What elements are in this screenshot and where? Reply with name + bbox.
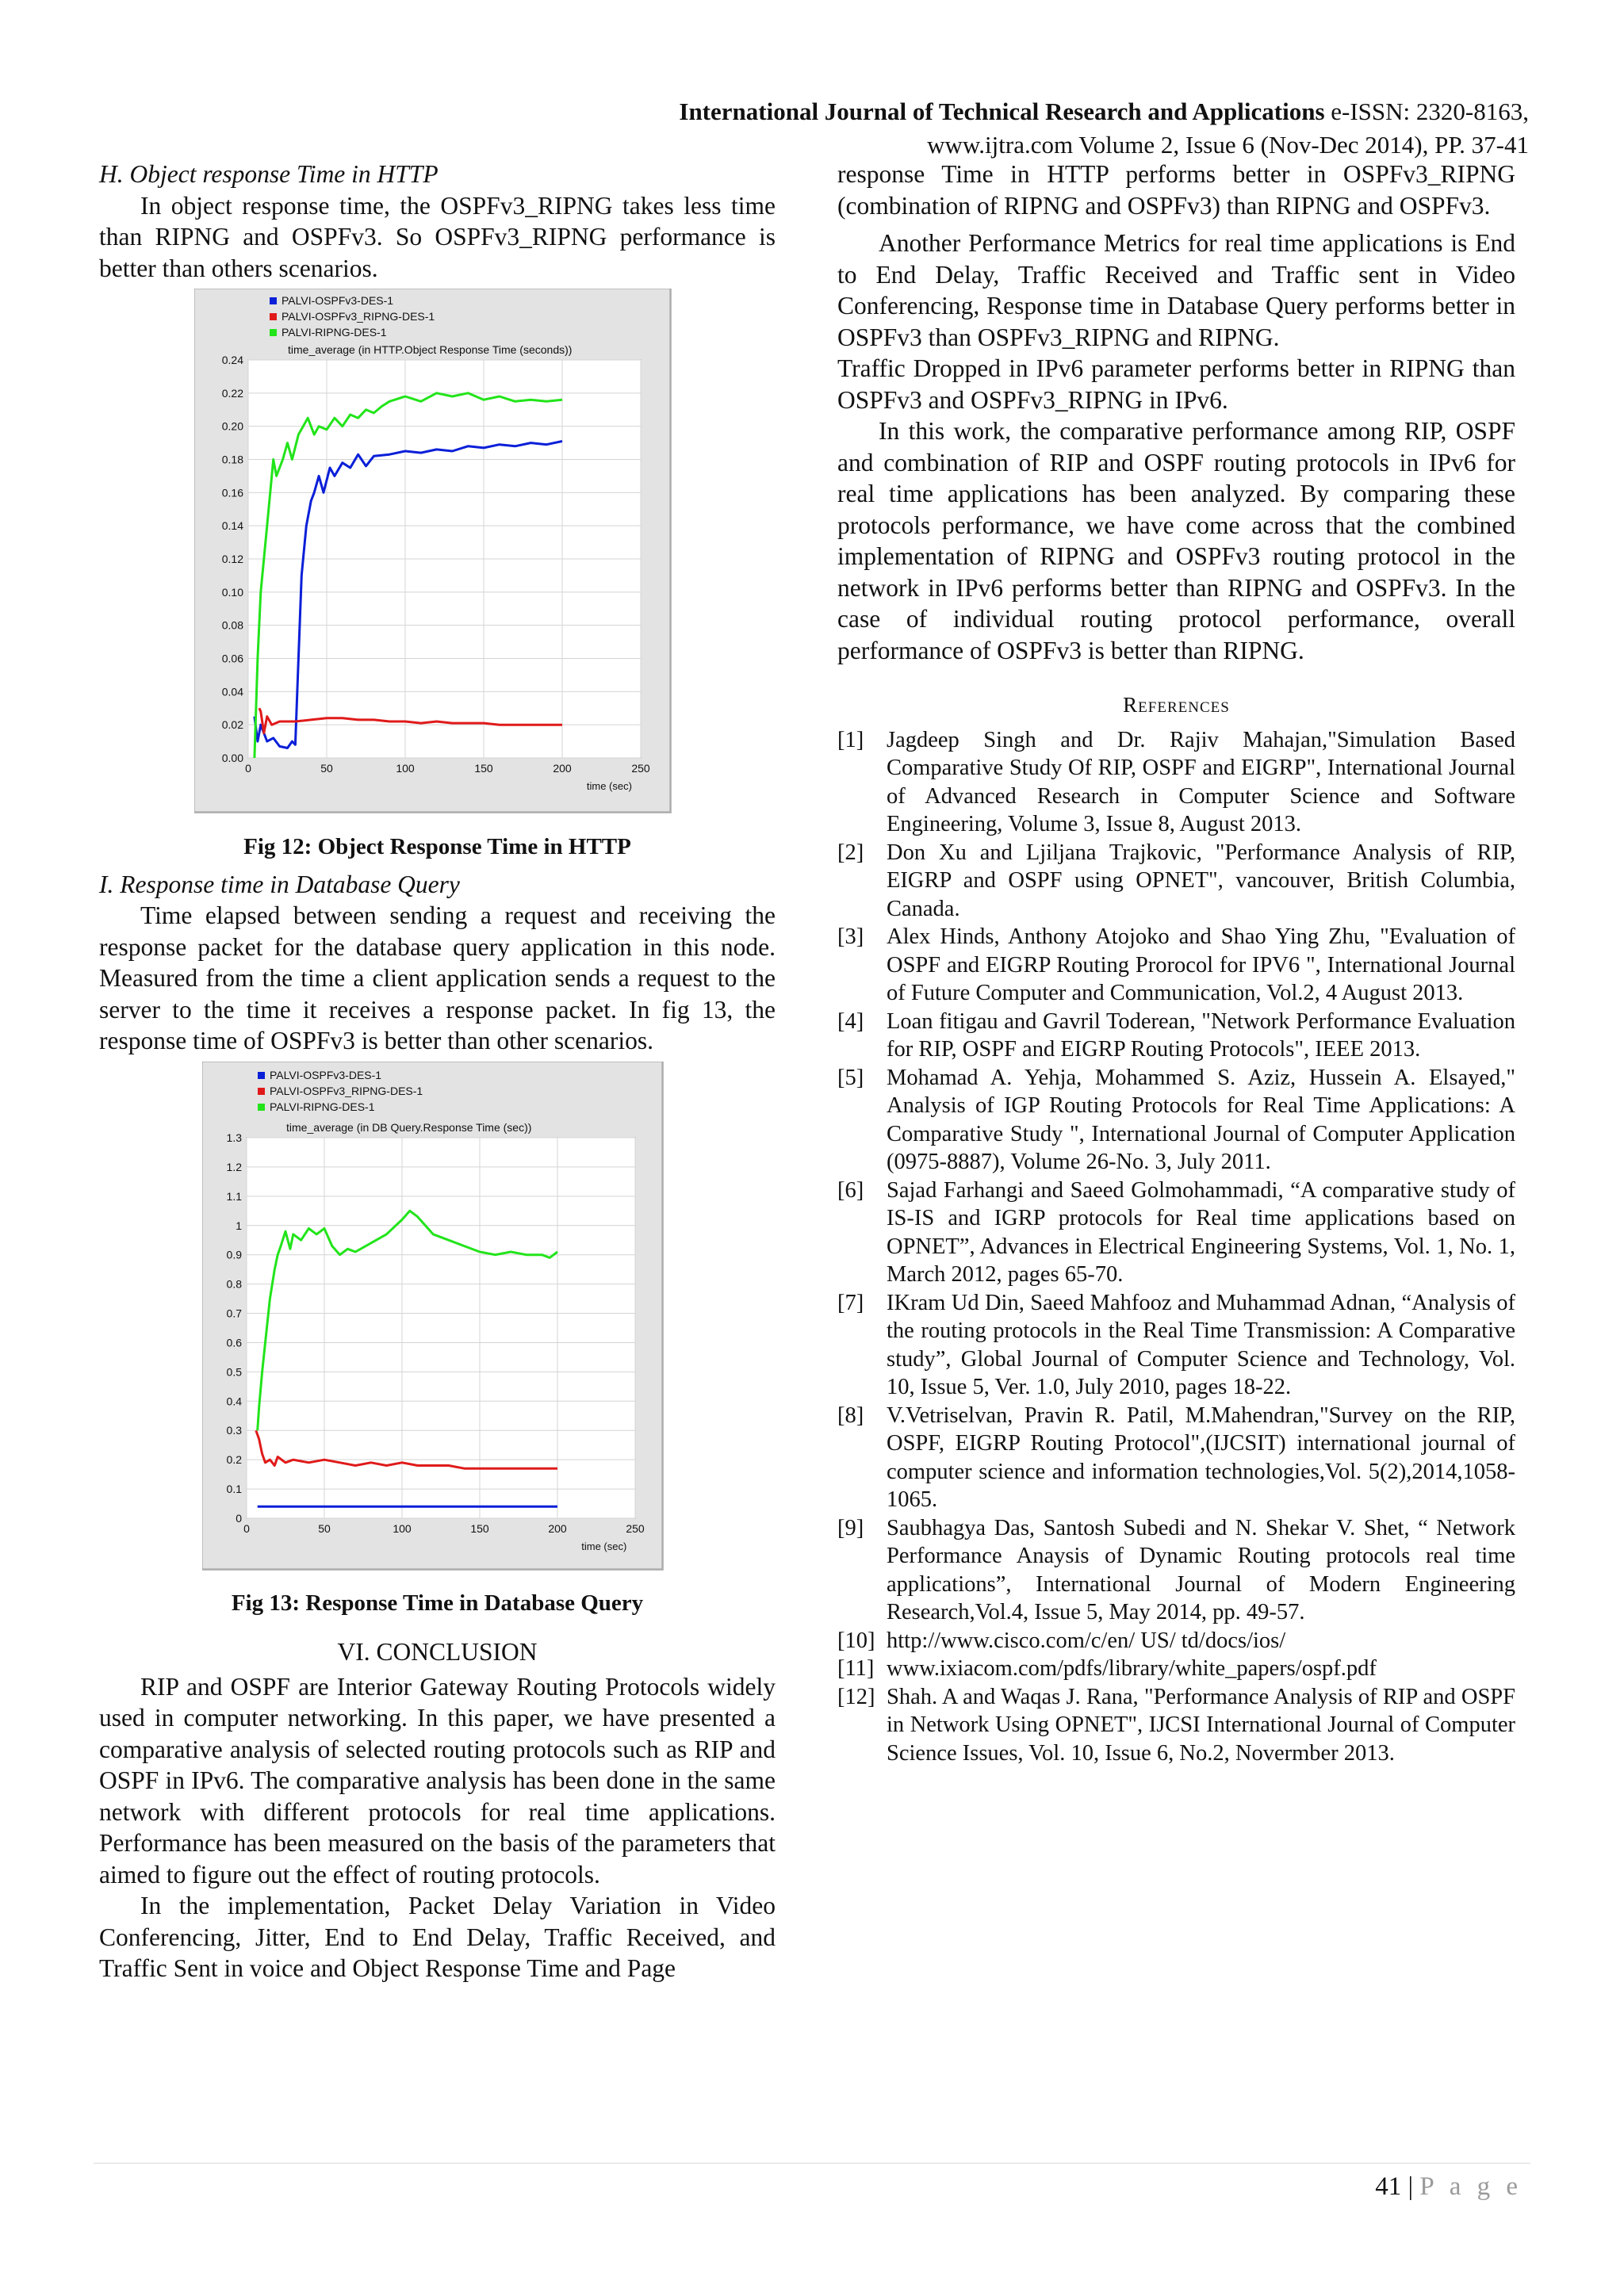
y-tick-label: 0.00 xyxy=(221,752,243,764)
right-paragraph-2: Another Performance Metrics for real time applications is End to End Delay, Traffic Received and Traffic sent in Video Conferencing, Response time in Database Query performs better in OSPFv3 than OSPFv3_RIPNG and RIPNG. xyxy=(837,229,1515,351)
y-tick-label: 0.24 xyxy=(221,354,243,366)
right-paragraph-4: In this work, the comparative performance among RIP, OSPF and combination of RIP and OSPF routing protocols in IPv6 for real time applications has been analyzed. By comparing these protocols performance, we have come across that the combined implementation of RIPNG and OSPFv3 routing protocol in the network in IPv6 performs better than RIPNG and OSPFv3. In the case of individual routing protocol performance, overall performance of OSPFv3 is better than RIPNG. xyxy=(837,417,1515,664)
x-tick-label: 100 xyxy=(393,1521,412,1535)
reference-item xyxy=(837,1655,1515,1683)
reference-number: [7] xyxy=(837,1290,864,1315)
reference-item xyxy=(837,726,1515,839)
legend-swatch xyxy=(270,313,277,320)
y-tick-label: 1.1 xyxy=(226,1189,242,1203)
legend-label: PALVI-RIPNG-DES-1 xyxy=(270,1100,375,1113)
legend-label: PALVI-OSPFv3-DES-1 xyxy=(270,1068,382,1081)
x-tick-label: 200 xyxy=(553,762,572,775)
x-tick-label: 50 xyxy=(320,762,333,775)
references-list xyxy=(837,726,1515,1768)
y-tick-label: 0 xyxy=(236,1511,242,1525)
reference-number: [3] xyxy=(837,924,864,949)
y-tick-label: 0.18 xyxy=(221,453,243,466)
reference-text: Sajad Farhangi and Saeed Golmohammadi, “A comparative study of IS-IS and IGRP protocols for Real time applications based on OPNET”, Advances in Electrical Engineering Systems, Vol. 1, No. 1, March 2012, pages 65-70. xyxy=(887,1177,1515,1287)
legend-label: PALVI-OSPFv3_RIPNG-DES-1 xyxy=(282,310,435,323)
page-label: P a g e xyxy=(1419,2172,1522,2201)
x-axis-label: time (sec) xyxy=(581,1540,627,1552)
chart-title: time_average (in HTTP.Object Response Time (seconds)) xyxy=(288,343,573,356)
reference-item xyxy=(837,1627,1515,1655)
conclusion-paragraph-1: RIP and OSPF are Interior Gateway Routing Protocols widely used in computer networking. In this paper, we have presented a comparative analysis of selected routing protocols such as RIP and OSPF in IPv6. The comparative analysis has been done in the same network with different protocols for real time applications. Performance has been measured on the basis of the parameters that aimed to figure out the effect of routing protocols. xyxy=(99,1672,776,1888)
y-tick-label: 0.14 xyxy=(221,519,243,533)
legend-label: PALVI-OSPFv3-DES-1 xyxy=(282,294,394,307)
reference-text: Alex Hinds, Anthony Atojoko and Shao Ying Zhu, "Evaluation of OSPF and EIGRP Routing Prorocol for IPV6 ", International Journal of Future Computer and Communication, Vol.2, 4 August 2013. xyxy=(887,924,1515,1005)
reference-item xyxy=(837,1289,1515,1402)
reference-text: Saubhagya Das, Santosh Subedi and N. Shekar V. Shet, “ Network Performance Anaysis of Dynamic Routing protocols real time applications”, International Journal of Modern Engineering Research,Vol.4, Issue 5, May 2014, pp. 49-57. xyxy=(887,1515,1515,1624)
x-tick-label: 150 xyxy=(470,1521,489,1535)
y-tick-label: 0.02 xyxy=(221,718,243,732)
legend-swatch xyxy=(270,297,277,304)
journal-name: International Journal of Technical Research and Applications xyxy=(679,98,1325,125)
section-i-title: I. Response time in Database Query xyxy=(99,870,460,898)
footer-separator: | xyxy=(1408,2172,1414,2201)
x-tick-label: 150 xyxy=(474,762,493,775)
reference-item xyxy=(837,1064,1515,1177)
y-tick-label: 0.9 xyxy=(226,1248,242,1261)
right-column xyxy=(837,159,1515,1767)
y-tick-label: 0.3 xyxy=(226,1423,242,1437)
page-footer xyxy=(1375,2172,1522,2202)
journal-issue-line: www.ijtra.com Volume 2, Issue 6 (Nov-Dec 2014), PP. 37-41 xyxy=(927,131,1529,159)
chart-title: time_average (in DB Query.Response Time (sec)) xyxy=(286,1120,532,1134)
chart-http-response-time xyxy=(194,289,678,820)
legend-swatch xyxy=(258,1104,265,1111)
x-tick-label: 50 xyxy=(318,1521,331,1535)
figure-13-caption: Fig 13: Response Time in Database Query xyxy=(231,1590,644,1616)
journal-issn: e-ISSN: 2320-8163, xyxy=(1331,98,1529,125)
reference-item xyxy=(837,1402,1515,1514)
y-tick-label: 1 xyxy=(236,1219,242,1232)
y-tick-label: 1.2 xyxy=(226,1160,242,1173)
x-tick-label: 200 xyxy=(548,1521,567,1535)
legend-swatch xyxy=(258,1072,265,1079)
reference-number: [12] xyxy=(837,1684,875,1709)
legend-swatch xyxy=(270,329,277,336)
reference-text: Loan fitigau and Gavril Toderean, "Network Performance Evaluation for RIP, OSPF and EIGRP Routing Protocols", IEEE 2013. xyxy=(887,1008,1515,1062)
y-tick-label: 0.1 xyxy=(226,1482,242,1495)
x-tick-label: 250 xyxy=(631,762,650,775)
references-title: References xyxy=(1123,693,1230,717)
y-tick-label: 0.7 xyxy=(226,1307,242,1320)
reference-text: Shah. A and Waqas J. Rana, "Performance Analysis of RIP and OSPF in Network Using OPNET", IJCSI International Journal of Computer Science Issues, Vol. 10, Issue 6, No.2, Novermber 2013. xyxy=(887,1684,1515,1766)
reference-item xyxy=(837,1177,1515,1289)
figure-13 xyxy=(202,1062,776,1585)
figure-12 xyxy=(194,289,776,828)
y-tick-label: 0.6 xyxy=(226,1335,242,1349)
x-tick-label: 100 xyxy=(396,762,415,775)
x-axis-label: time (sec) xyxy=(586,780,632,792)
reference-number: [2] xyxy=(837,840,864,865)
legend-label: PALVI-OSPFv3_RIPNG-DES-1 xyxy=(270,1084,423,1097)
section-i-text: Time elapsed between sending a request and receiving the response packet for the database query application in this node. Measured from the time a client application sends a request to the server to the time it receives a response packet. In fig 13, the response time of OSPFv3 is better than other scenarios. xyxy=(99,901,776,1054)
reference-item xyxy=(837,923,1515,1008)
reference-item xyxy=(837,1008,1515,1064)
reference-number: [1] xyxy=(837,727,864,752)
footer-divider xyxy=(94,2163,1530,2164)
section-h-text: In object response time, the OSPFv3_RIPNG takes less time than RIPNG and OSPFv3. So OSPFv3_RIPNG performance is better than others scenarios. xyxy=(99,191,776,282)
reference-item xyxy=(837,1514,1515,1627)
section-h-title: H. Object response Time in HTTP xyxy=(99,160,439,188)
reference-text: Don Xu and Ljiljana Trajkovic, "Performance Analysis of RIP, EIGRP and OSPF using OPNET", vancouver, British Columbia, Canada. xyxy=(887,840,1515,921)
y-tick-label: 0.2 xyxy=(226,1452,242,1466)
reference-text: http://www.cisco.com/c/en/ US/ td/docs/ios/ xyxy=(887,1628,1286,1653)
journal-header xyxy=(555,97,1529,127)
reference-number: [10] xyxy=(837,1628,875,1653)
x-tick-label: 0 xyxy=(243,1521,250,1535)
legend-label: PALVI-RIPNG-DES-1 xyxy=(282,326,387,339)
y-tick-label: 0.22 xyxy=(221,386,243,400)
y-tick-label: 0.4 xyxy=(226,1394,242,1407)
page-number: 41 xyxy=(1375,2172,1402,2201)
y-tick-label: 0.12 xyxy=(221,553,243,565)
y-tick-label: 1.3 xyxy=(226,1131,242,1144)
x-tick-label: 0 xyxy=(245,762,251,775)
right-paragraph-1: response Time in HTTP performs better in OSPFv3_RIPNG (combination of RIPNG and OSPFv3) than RIPNG and OSPFv3. xyxy=(837,160,1515,220)
reference-item xyxy=(837,839,1515,924)
y-tick-label: 0.8 xyxy=(226,1277,242,1291)
reference-number: [6] xyxy=(837,1177,864,1203)
reference-number: [9] xyxy=(837,1515,864,1540)
reference-text: www.ixiacom.com/pdfs/library/white_papers/ospf.pdf xyxy=(887,1656,1377,1681)
left-column xyxy=(99,159,776,1984)
y-tick-label: 0.10 xyxy=(221,585,243,599)
conclusion-heading: VI. CONCLUSION xyxy=(337,1638,538,1666)
references-heading xyxy=(837,690,1515,721)
reference-number: [11] xyxy=(837,1656,875,1681)
y-tick-label: 0.04 xyxy=(221,685,243,698)
reference-text: Jagdeep Singh and Dr. Rajiv Mahajan,"Simulation Based Comparative Study Of RIP, OSPF and EIGRP", International Journal of Advanced Research in Computer Science and Software Engineering, Volume 3, Issue 8, August 2013. xyxy=(887,727,1515,836)
reference-text: IKram Ud Din, Saeed Mahfooz and Muhammad Adnan, “Analysis of the routing protocols in the Real Time Transmission: A Comparative study”, Global Journal of Computer Science and Technology, Vol. 10, Issue 5, Ver. 1.0, July 2010, pages 18-22. xyxy=(887,1290,1515,1399)
legend-swatch xyxy=(258,1088,265,1095)
reference-item xyxy=(837,1683,1515,1768)
y-tick-label: 0.06 xyxy=(221,652,243,665)
figure-12-caption: Fig 12: Object Response Time in HTTP xyxy=(243,833,631,859)
x-tick-label: 250 xyxy=(626,1521,645,1535)
reference-number: [8] xyxy=(837,1402,864,1428)
reference-text: Mohamad A. Yehja, Mohammed S. Aziz, Hussein A. Elsayed," Analysis of IGP Routing Protocols for Real Time Applications: A Comparative Study ", International Journal of Computer Application (0975-8887), Volume 26-No. 3, July 2011. xyxy=(887,1065,1515,1174)
right-paragraph-3: Traffic Dropped in IPv6 parameter performs better in RIPNG than OSPFv3 and OSPFv3_RIPNG in IPv6. xyxy=(837,354,1515,414)
reference-number: [5] xyxy=(837,1065,864,1090)
y-tick-label: 0.5 xyxy=(226,1364,242,1378)
conclusion-paragraph-2: In the implementation, Packet Delay Variation in Video Conferencing, Jitter, End to End Delay, Traffic Received, and Traffic Sent in voice and Object Response Time and Page xyxy=(99,1892,776,1982)
y-tick-label: 0.20 xyxy=(221,419,243,433)
reference-number: [4] xyxy=(837,1008,864,1034)
chart-db-query-response-time xyxy=(202,1062,670,1577)
reference-text: V.Vetriselvan, Pravin R. Patil, M.Mahendran,"Survey on the RIP, OSPF, EIGRP Routing Protocol",(IJCSIT) international journal of computer science and information technologies,Vol. 5(2),2014,1058-1065. xyxy=(887,1402,1515,1512)
y-tick-label: 0.16 xyxy=(221,486,243,499)
y-tick-label: 0.08 xyxy=(221,618,243,632)
